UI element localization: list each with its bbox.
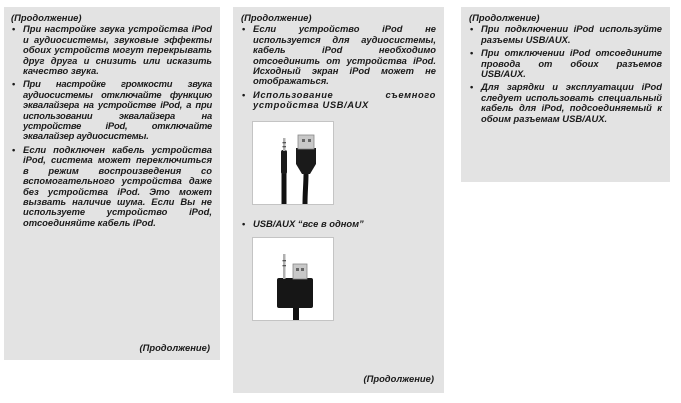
list-item: • Если устройство iPod не используется для аудиосистемы, кабель iPod необходимо отсоединить от устройства iPod. Исходный экран iPod может не отображаться.	[241, 24, 436, 86]
column-2-panel	[233, 7, 444, 393]
column-1-footer: (Продолжение)	[139, 341, 210, 353]
usb-aux-separate-cable-image	[252, 121, 334, 205]
usb-aux-separate-cable-icon	[253, 122, 333, 204]
list-item: • Использование съемного устройства USB/AUX	[241, 90, 436, 111]
list-item: • При настройке громкости звука аудиосистемы отключайте функцию эквалайзера на устройстве iPod, а при использовании эквалайзера на устройстве iPod, отключайте эквалайзер аудиосистемы.	[11, 79, 212, 141]
list-item: • Если подключен кабель устройства iPod, система может переключиться в режим воспроизведения со вспомогательного устройства даже без устройства iPod. Это может вызвать наличие шума. Если Вы не используете устройство iPod, отсоединяйте кабель iPod.	[11, 145, 212, 228]
list-item: • При настройке звука устройства iPod и аудиосистемы, звуковые эффекты обоих устройств могут перекрывать друг друга и снизить или исказить качество звука.	[11, 24, 212, 76]
column-2-list-continued	[241, 219, 436, 229]
column-1-panel	[4, 7, 220, 360]
list-item: • USB/AUX “все в одном”	[241, 219, 436, 229]
list-item: • При подключении iPod используйте разъемы USB/AUX.	[469, 24, 662, 45]
column-2-list	[241, 24, 436, 110]
column-2-footer: (Продолжение)	[363, 372, 434, 384]
column-3-header: (Продолжение)	[469, 12, 540, 23]
usb-aux-all-in-one-cable-image	[252, 237, 334, 321]
usb-aux-all-in-one-cable-icon	[253, 238, 333, 320]
list-item: • Для зарядки и эксплуатации iPod следует использовать специальный кабель для iPod, подсоединяемый к обоим разъемам USB/AUX.	[469, 82, 662, 124]
column-1-list	[11, 24, 212, 228]
column-1-header: (Продолжение)	[11, 12, 82, 23]
list-item: • При отключении iPod отсоедините провода от обоих разъемов USB/AUX.	[469, 48, 662, 79]
column-2-header: (Продолжение)	[241, 12, 312, 23]
column-3-list	[469, 24, 662, 124]
column-3-panel	[461, 7, 670, 182]
